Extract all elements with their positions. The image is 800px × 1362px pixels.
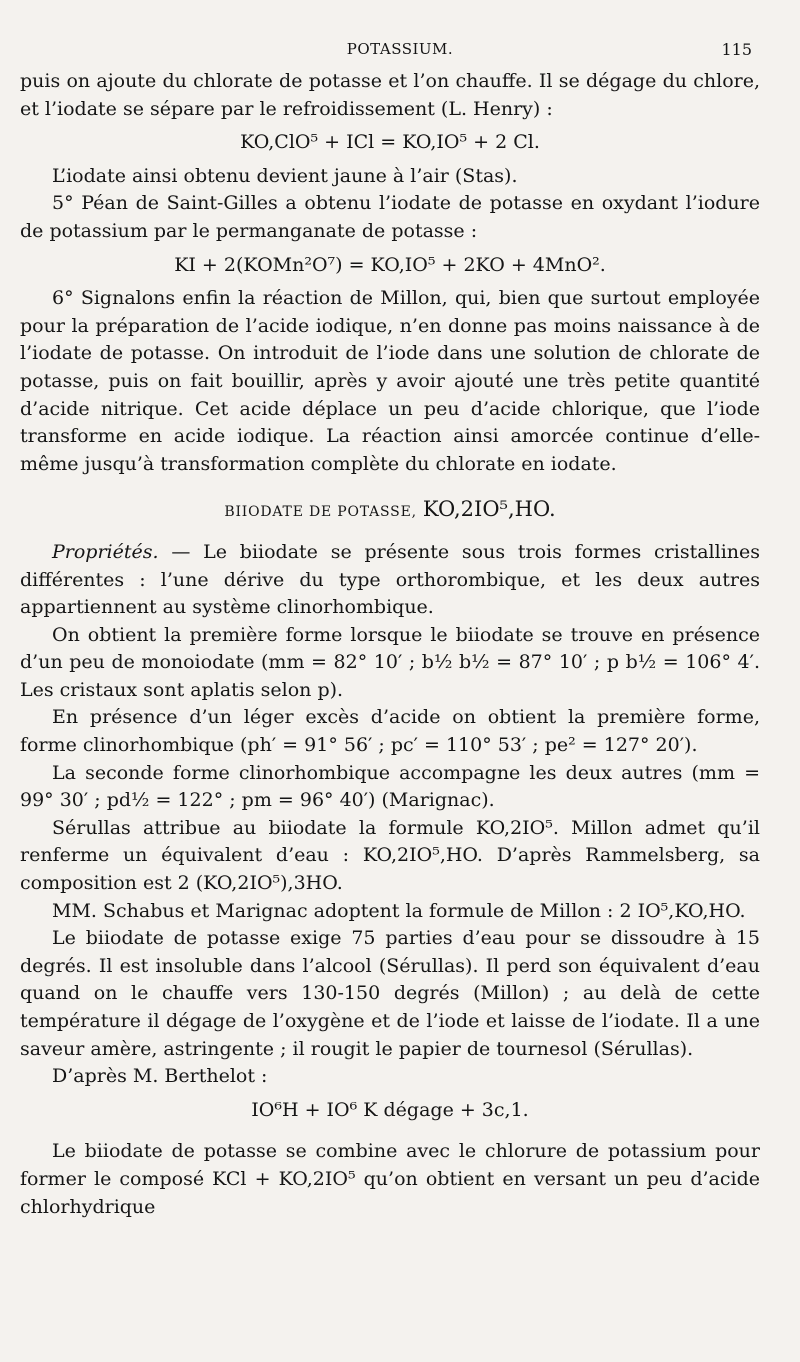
paragraph-solubility: Le biiodate de potasse exige 75 parties d’eau pour se dissoudre à 15 degrés. Il est insoluble dans l’alcool (Sérullas). Il perd son équivalent d’eau quand on le chauffe vers 130-150 degrés (Millon) ; au delà de cette température il dégage de l’oxygène et de l’iode et laisse de l’iodate. Il a une saveur amère, astringente ; il rougit le papier de tournesol (Sérullas). [20,927,760,1060]
paragraph-second-form: La seconde forme clinorhombique accompagne les deux autres (mm = 99° 30′ ; pd½ = 122° ; pm = 96° 40′) (Marignac). [20,761,760,812]
section-title [20,496,760,527]
paragraph-formula-serullas: Sérullas attribue au biiodate la formule KO,2IO⁵. Millon admet qu’il renferme un équivalent d’eau : KO,2IO⁵,HO. D’après Rammelsberg, sa composition est 2 (KO,2IO⁵),3HO. [20,816,760,895]
paragraph-first-form: On obtient la première forme lorsque le biiodate se trouve en présence d’un peu de monoiodate (mm = 82° 10′ ; b½ b½ = 87° 10′ ; p b½ = 106° 4′. Les cristaux sont aplatis selon p). [20,623,760,701]
paragraph-saint-gilles: 5° Péan de Saint-Gilles a obtenu l’iodate de potasse en oxydant l’iodure de potassium par le permanganate de potasse : [20,192,760,242]
paragraph-schabus: MM. Schabus et Marignac adoptent la formule de Millon : 2 IO⁵,KO,HO. [52,899,746,922]
page-header [0,38,800,62]
paragraph-berthelot: D’après M. Berthelot : [52,1065,268,1088]
equation-henry: KO,ClO⁵ + ICl = KO,IO⁵ + 2 Cl. [240,131,540,154]
body-text [20,68,760,1221]
paragraph-millon: 6° Signalons enfin la réaction de Millon, qui, bien que surtout employée pour la préparation de l’acide iodique, n’en donne pas moins naissance à de l’iodate de potasse. On introduit de l’iode dans une solution de chlorate de potasse, puis on fait bouillir, après y avoir ajouté une très petite quantité d’acide nitrique. Cet acide déplace un peu d’acide chlorique, que l’iode transforme en acide iodique. La réaction ainsi amorcée continue d’elle-même jusqu’à transformation complète du chlorate en iodate. [20,287,760,475]
running-title: POTASSIUM. [346,40,454,58]
paragraph-henry: puis on ajoute du chlorate de potasse et l’on chauffe. Il se dégage du chlore, et l’iodate se sépare par le refroidissement (L. Henry) : [20,70,760,120]
paragraph-chloride: Le biiodate de potasse se combine avec le chlorure de potassium pour former le composé KCl + KO,2IO⁵ qu’on obtient en versant un peu d’acide chlorhydrique [20,1140,760,1218]
proprietes-text: — Le biiodate se présente sous trois formes cristallines différentes : l’une dérive du type orthorombique, et les deux autres appartiennent au système clinorhombique. [20,540,760,619]
paragraph-proprietes [20,539,760,622]
page-number: 115 [721,40,752,59]
section-title-text: BIIODATE DE POTASSE, [224,504,417,521]
section-title-formula: KO,2IO⁵,HO. [422,497,556,522]
paragraph-stas: L’iodate ainsi obtenu devient jaune à l’air (Stas). [52,164,518,187]
equation-berthelot: IO⁶H + IO⁶ K dégage + 3c,1. [251,1098,529,1121]
equation-permanganate: KI + 2(KOMn²O⁷) = KO,IO⁵ + 2KO + 4MnO². [174,253,606,276]
proprietes-label: Propriétés. [52,540,159,563]
paragraph-excess-acid: En présence d’un léger excès d’acide on obtient la première forme, forme clinorhombique (ph′ = 91° 56′ ; pc′ = 110° 53′ ; pe² = 127° 20′). [20,706,760,757]
